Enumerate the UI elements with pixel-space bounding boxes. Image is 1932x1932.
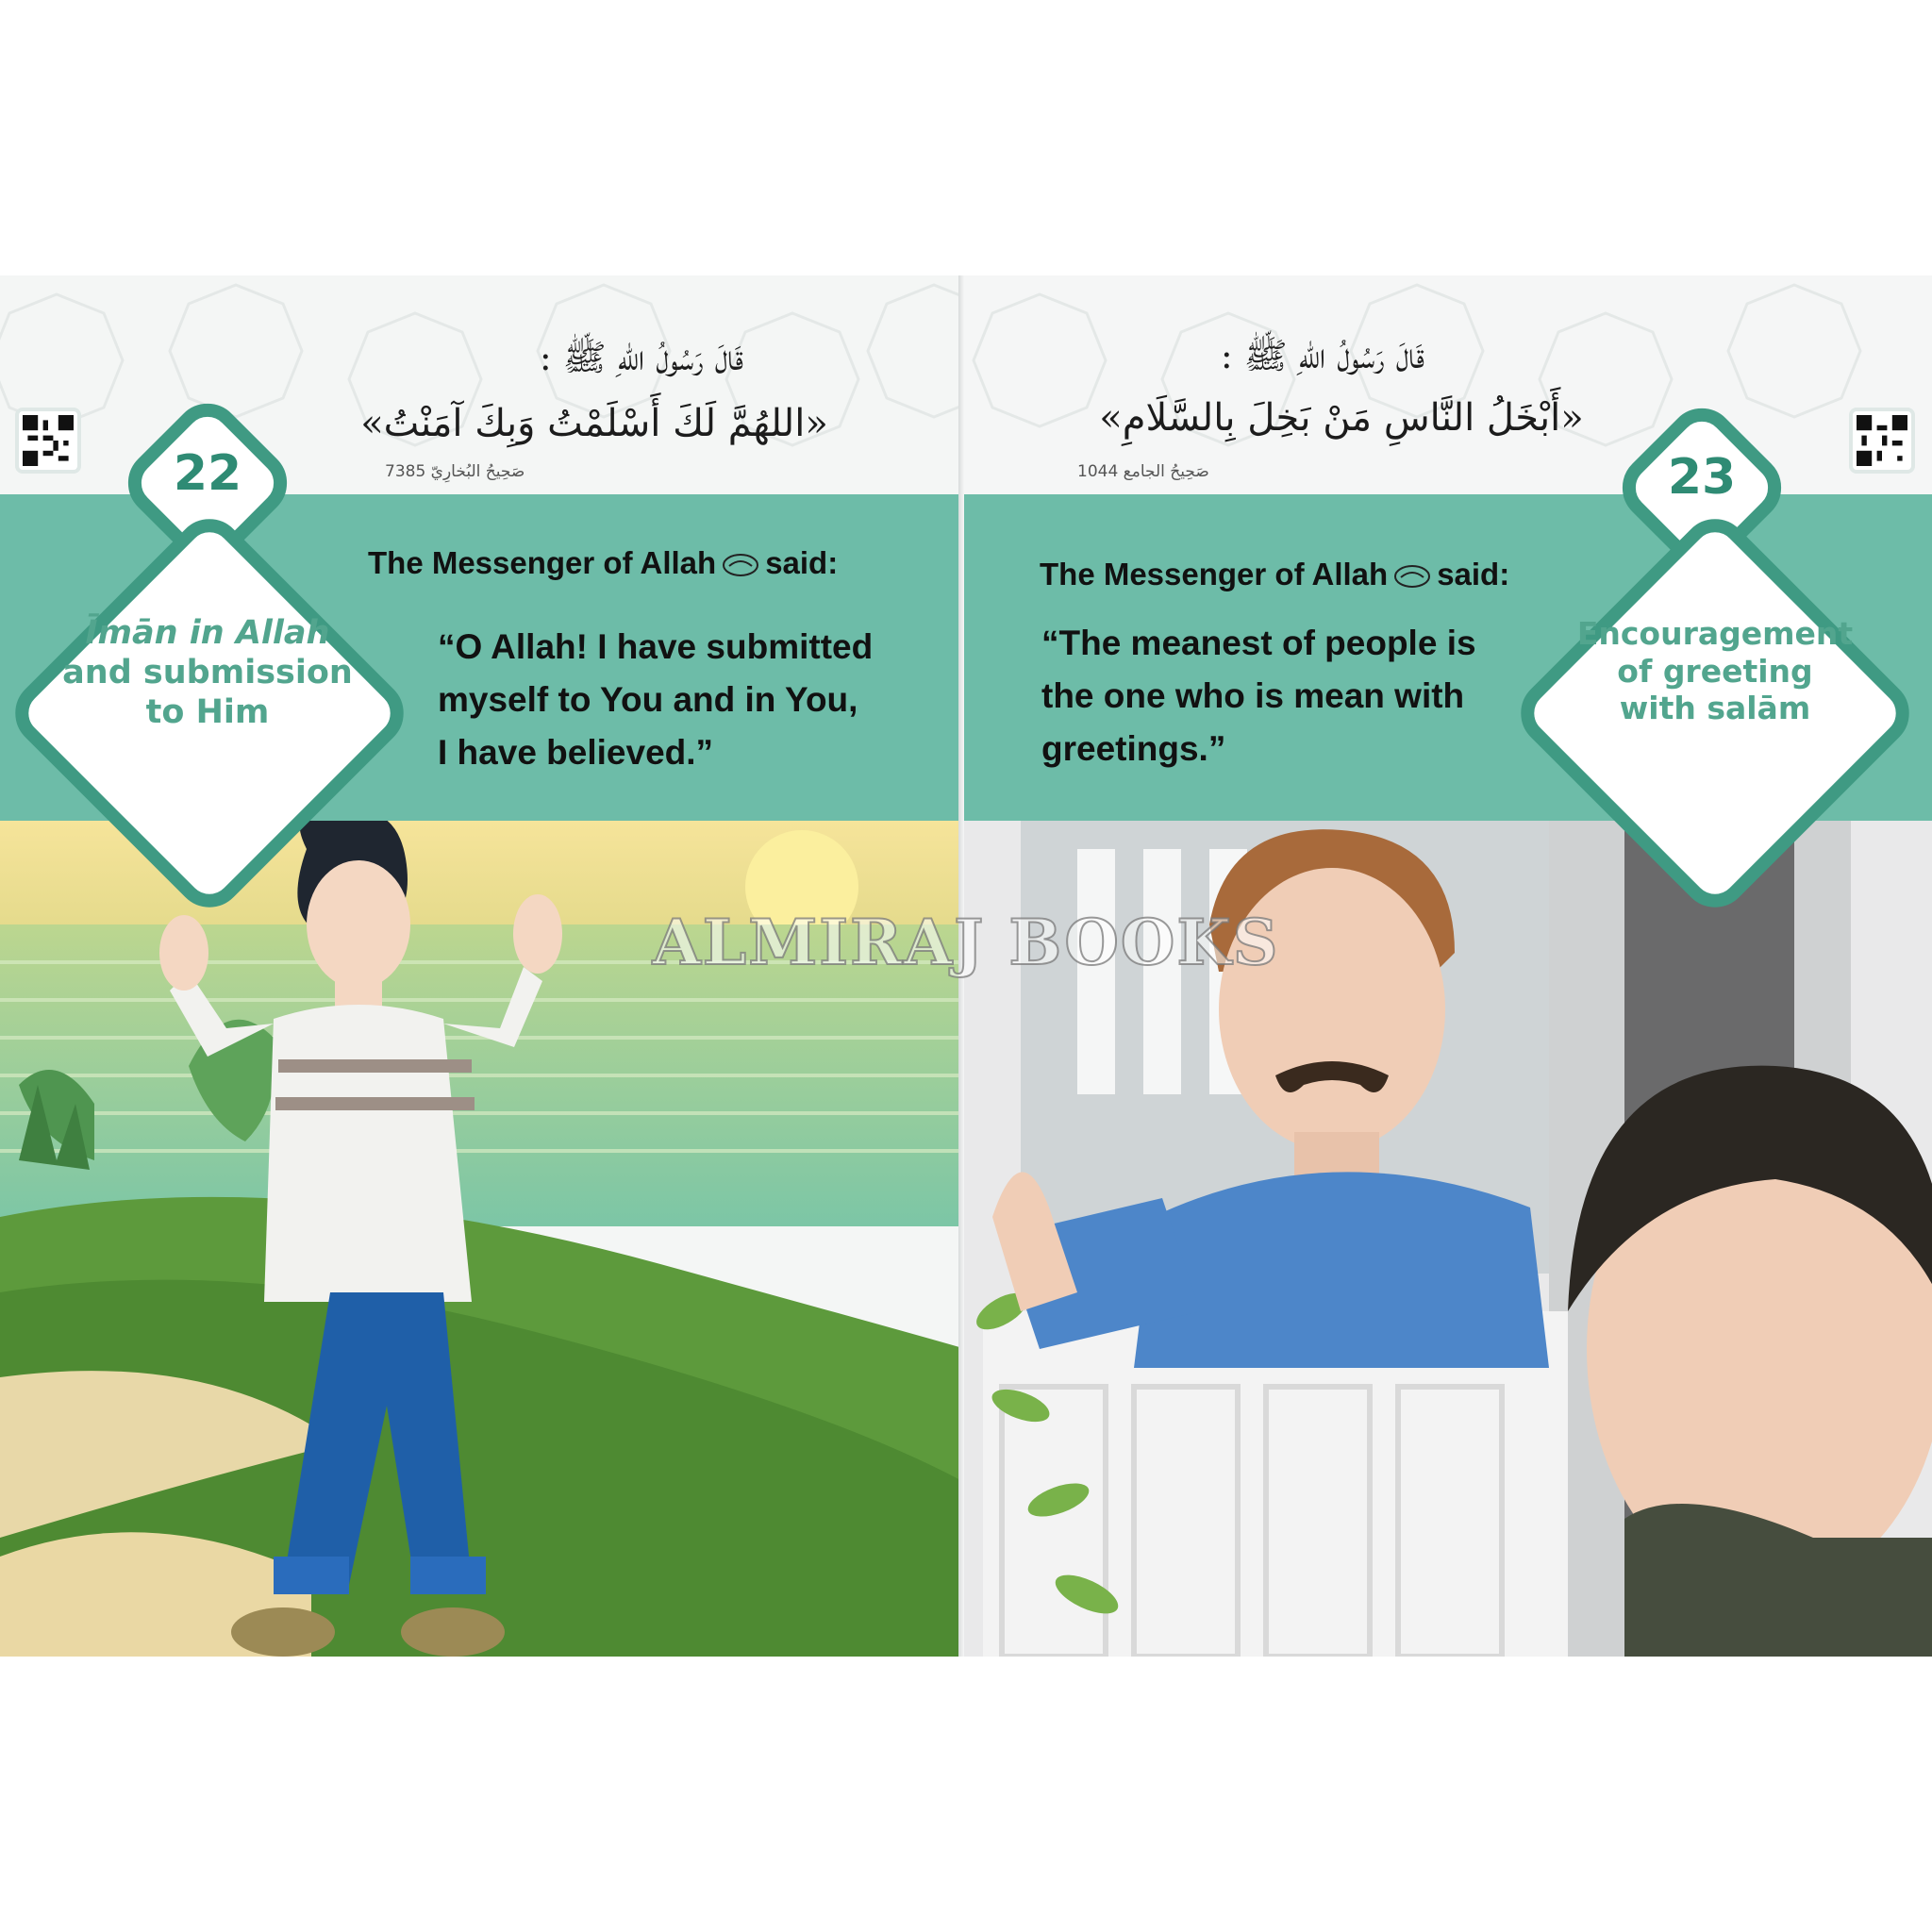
page-number: 23	[1667, 449, 1737, 506]
messenger-said: The Messenger of Allah said:	[368, 545, 839, 580]
arabic-intro: قَالَ رَسُولُ اللهِ ﷺ :	[1220, 335, 1425, 376]
pbuh-icon	[1393, 564, 1431, 589]
hadith-quote-english: “The meanest of people is the one who is mean with greetings.”	[1041, 624, 1476, 768]
arabic-hadith: «أَبْخَلُ النَّاسِ مَنْ بَخِلَ بِالسَّلَامِ»	[1099, 396, 1584, 440]
watermark: ALMIRAJ BOOKS	[652, 906, 1280, 979]
hadith-quote-english: “O Allah! I have submitted myself to You and in You, I have believed.”	[438, 627, 874, 772]
topic-title: Encouragement of greeting with salām	[1576, 615, 1854, 727]
messenger-said: The Messenger of Allah said:	[1040, 557, 1510, 591]
qr-code-icon[interactable]	[1849, 408, 1915, 474]
page-number: 22	[173, 445, 242, 502]
qr-code-icon[interactable]	[15, 408, 81, 474]
arabic-intro: قَالَ رَسُولُ اللهِ ﷺ :	[539, 337, 744, 378]
pbuh-icon	[722, 553, 759, 577]
arabic-hadith: «اللهُمَّ لَكَ أَسْلَمْتُ وَبِكَ آمَنْتُ»	[360, 402, 828, 445]
hadith-reference: صَحِيحُ البُخارِيّ 7385	[385, 462, 525, 481]
hadith-reference: صَحِيحُ الجامع 1044	[1077, 462, 1209, 481]
topic-title: Īmān in Allah and submission to Him	[62, 614, 353, 731]
